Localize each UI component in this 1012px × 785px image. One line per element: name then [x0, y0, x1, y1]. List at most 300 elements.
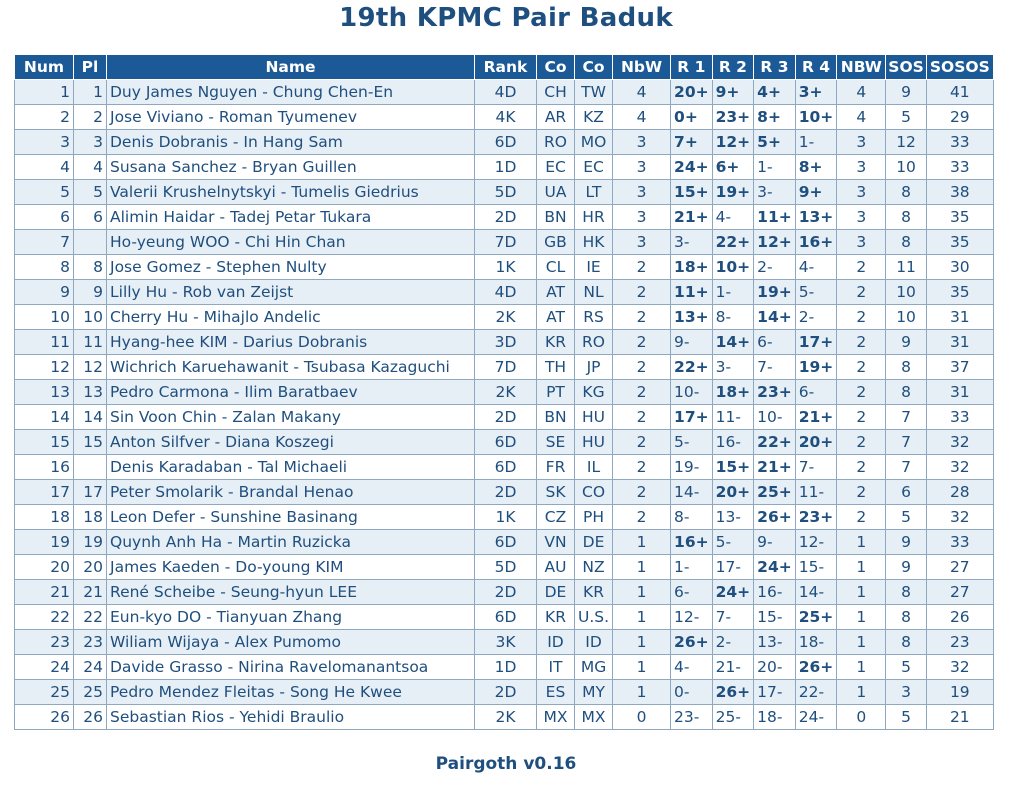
cell-name: Denis Dobranis - In Hang Sam [107, 130, 475, 155]
cell-round-2: 11- [712, 405, 754, 430]
footer-version: Pairgoth v0.16 [435, 754, 577, 774]
cell-round-1: 1- [671, 555, 713, 580]
cell-nbw: 2 [613, 255, 671, 280]
cell-round-3: 5+ [754, 130, 796, 155]
cell-round-2: 6+ [712, 155, 754, 180]
cell-sos: 8 [886, 230, 927, 255]
cell-nbw-final: 2 [837, 330, 886, 355]
cell-round-1: 11+ [671, 280, 713, 305]
cell-nbw: 1 [613, 530, 671, 555]
cell-country1: ES [537, 680, 575, 705]
cell-sosos: 32 [926, 505, 993, 530]
cell-rank: 1D [475, 655, 537, 680]
cell-round-2: 14+ [712, 330, 754, 355]
cell-sosos: 41 [926, 80, 993, 105]
cell-round-4: 8+ [795, 155, 837, 180]
cell-rank: 4D [475, 280, 537, 305]
cell-round-4: 16+ [795, 230, 837, 255]
cell-round-1: 12- [671, 605, 713, 630]
cell-round-1: 24+ [671, 155, 713, 180]
cell-nbw-final: 3 [837, 230, 886, 255]
cell-num: 5 [15, 180, 74, 205]
cell-sosos: 27 [926, 555, 993, 580]
col-header-r3: R 3 [754, 55, 796, 80]
cell-round-1: 6- [671, 580, 713, 605]
cell-round-3: 21+ [754, 455, 796, 480]
cell-country2: KZ [575, 105, 613, 130]
cell-round-2: 23+ [712, 105, 754, 130]
cell-nbw-final: 2 [837, 480, 886, 505]
col-header-sos: SOS [886, 55, 927, 80]
cell-num: 8 [15, 255, 74, 280]
cell-pl: 20 [74, 555, 107, 580]
cell-sos: 9 [886, 555, 927, 580]
cell-nbw-final: 2 [837, 455, 886, 480]
cell-round-3: 8+ [754, 105, 796, 130]
cell-sos: 7 [886, 430, 927, 455]
cell-sos: 8 [886, 180, 927, 205]
cell-round-1: 22+ [671, 355, 713, 380]
cell-num: 12 [15, 355, 74, 380]
cell-round-2: 15+ [712, 455, 754, 480]
cell-num: 24 [15, 655, 74, 680]
cell-sosos: 33 [926, 405, 993, 430]
cell-pl: 23 [74, 630, 107, 655]
cell-country2: PH [575, 505, 613, 530]
cell-round-4: 1- [795, 130, 837, 155]
cell-round-1: 13+ [671, 305, 713, 330]
cell-country2: U.S. [575, 605, 613, 630]
cell-rank: 6D [475, 605, 537, 630]
table-row [15, 430, 994, 455]
cell-round-3: 12+ [754, 230, 796, 255]
cell-round-3: 18- [754, 705, 796, 730]
cell-pl: 18 [74, 505, 107, 530]
cell-sos: 6 [886, 480, 927, 505]
cell-name: Sin Voon Chin - Zalan Makany [107, 405, 475, 430]
cell-name: Cherry Hu - Mihajlo Andelic [107, 305, 475, 330]
page-title: 19th KPMC Pair Baduk [339, 3, 673, 33]
cell-round-4: 6- [795, 380, 837, 405]
cell-round-1: 7+ [671, 130, 713, 155]
cell-sosos: 23 [926, 630, 993, 655]
cell-round-3: 14+ [754, 305, 796, 330]
col-header-rank: Rank [475, 55, 537, 80]
cell-round-4: 7- [795, 455, 837, 480]
cell-pl: 5 [74, 180, 107, 205]
cell-nbw: 1 [613, 605, 671, 630]
cell-nbw-final: 1 [837, 630, 886, 655]
table-row [15, 305, 994, 330]
cell-nbw: 1 [613, 680, 671, 705]
cell-name: Jose Viviano - Roman Tyumenev [107, 105, 475, 130]
cell-round-4: 12- [795, 530, 837, 555]
cell-round-1: 10- [671, 380, 713, 405]
cell-round-4: 14- [795, 580, 837, 605]
cell-country2: JP [575, 355, 613, 380]
cell-nbw-final: 2 [837, 505, 886, 530]
cell-country1: TH [537, 355, 575, 380]
cell-country1: IT [537, 655, 575, 680]
cell-pl: 11 [74, 330, 107, 355]
cell-sosos: 37 [926, 355, 993, 380]
cell-country2: EC [575, 155, 613, 180]
cell-nbw: 0 [613, 705, 671, 730]
cell-num: 25 [15, 680, 74, 705]
cell-country1: AU [537, 555, 575, 580]
table-row [15, 230, 994, 255]
cell-num: 20 [15, 555, 74, 580]
cell-round-3: 20- [754, 655, 796, 680]
cell-pl: 10 [74, 305, 107, 330]
cell-num: 14 [15, 405, 74, 430]
cell-country2: IL [575, 455, 613, 480]
cell-sosos: 33 [926, 155, 993, 180]
cell-sos: 11 [886, 255, 927, 280]
cell-country1: UA [537, 180, 575, 205]
cell-num: 19 [15, 530, 74, 555]
cell-nbw-final: 2 [837, 380, 886, 405]
cell-rank: 6D [475, 530, 537, 555]
cell-country2: MY [575, 680, 613, 705]
table-row [15, 380, 994, 405]
table-row [15, 680, 994, 705]
table-row [15, 155, 994, 180]
cell-country1: AT [537, 280, 575, 305]
cell-round-4: 2- [795, 305, 837, 330]
cell-name: Valerii Krushelnytskyi - Tumelis Giedrius [107, 180, 475, 205]
col-header-nbw-final: NBW [837, 55, 886, 80]
cell-nbw: 1 [613, 555, 671, 580]
cell-round-3: 17- [754, 680, 796, 705]
cell-pl: 21 [74, 580, 107, 605]
cell-name: Ho-yeung WOO - Chi Hin Chan [107, 230, 475, 255]
cell-rank: 7D [475, 355, 537, 380]
cell-sos: 8 [886, 580, 927, 605]
cell-round-3: 25+ [754, 480, 796, 505]
cell-sos: 10 [886, 305, 927, 330]
cell-sosos: 28 [926, 480, 993, 505]
cell-round-3: 2- [754, 255, 796, 280]
cell-round-4: 17+ [795, 330, 837, 355]
cell-name: Leon Defer - Sunshine Basinang [107, 505, 475, 530]
cell-num: 1 [15, 80, 74, 105]
cell-country2: HU [575, 405, 613, 430]
cell-round-2: 13- [712, 505, 754, 530]
cell-nbw: 2 [613, 455, 671, 480]
cell-country2: DE [575, 530, 613, 555]
cell-round-4: 26+ [795, 655, 837, 680]
cell-nbw: 4 [613, 80, 671, 105]
cell-sosos: 26 [926, 605, 993, 630]
cell-nbw: 1 [613, 655, 671, 680]
cell-sos: 8 [886, 380, 927, 405]
table-row [15, 405, 994, 430]
cell-country1: PT [537, 380, 575, 405]
cell-rank: 4D [475, 80, 537, 105]
cell-rank: 2K [475, 380, 537, 405]
cell-sos: 10 [886, 155, 927, 180]
cell-round-2: 26+ [712, 680, 754, 705]
cell-num: 26 [15, 705, 74, 730]
cell-name: Denis Karadaban - Tal Michaeli [107, 455, 475, 480]
cell-round-1: 17+ [671, 405, 713, 430]
cell-num: 18 [15, 505, 74, 530]
cell-nbw-final: 3 [837, 155, 886, 180]
cell-country1: SE [537, 430, 575, 455]
cell-sosos: 33 [926, 530, 993, 555]
cell-nbw-final: 1 [837, 655, 886, 680]
cell-sos: 5 [886, 505, 927, 530]
cell-pl: 17 [74, 480, 107, 505]
table-row [15, 355, 994, 380]
cell-country1: VN [537, 530, 575, 555]
cell-round-3: 11+ [754, 205, 796, 230]
table-row [15, 605, 994, 630]
cell-nbw-final: 3 [837, 205, 886, 230]
cell-round-1: 3- [671, 230, 713, 255]
cell-country2: KG [575, 380, 613, 405]
cell-sosos: 38 [926, 180, 993, 205]
cell-rank: 2D [475, 680, 537, 705]
cell-pl [74, 455, 107, 480]
cell-nbw: 2 [613, 330, 671, 355]
cell-round-2: 7- [712, 605, 754, 630]
cell-round-1: 4- [671, 655, 713, 680]
cell-country2: KR [575, 580, 613, 605]
col-header-name: Name [107, 55, 475, 80]
cell-country2: HU [575, 430, 613, 455]
cell-nbw-final: 1 [837, 580, 886, 605]
cell-round-1: 15+ [671, 180, 713, 205]
cell-country1: CH [537, 80, 575, 105]
cell-pl: 9 [74, 280, 107, 305]
cell-num: 16 [15, 455, 74, 480]
cell-sos: 3 [886, 680, 927, 705]
cell-country2: ID [575, 630, 613, 655]
cell-rank: 2D [475, 580, 537, 605]
cell-rank: 5D [475, 555, 537, 580]
cell-name: Hyang-hee KIM - Darius Dobranis [107, 330, 475, 355]
cell-country1: CL [537, 255, 575, 280]
cell-country2: MG [575, 655, 613, 680]
cell-sosos: 35 [926, 205, 993, 230]
cell-round-2: 18+ [712, 380, 754, 405]
cell-nbw-final: 4 [837, 80, 886, 105]
standings-table [14, 54, 994, 730]
cell-name: Wichrich Karuehawanit - Tsubasa Kazaguchi [107, 355, 475, 380]
cell-name: Duy James Nguyen - Chung Chen-En [107, 80, 475, 105]
cell-sosos: 35 [926, 230, 993, 255]
cell-sosos: 35 [926, 280, 993, 305]
table-row [15, 180, 994, 205]
cell-country2: NZ [575, 555, 613, 580]
cell-sos: 12 [886, 130, 927, 155]
cell-round-3: 16- [754, 580, 796, 605]
cell-num: 22 [15, 605, 74, 630]
cell-rank: 2D [475, 405, 537, 430]
cell-rank: 6D [475, 130, 537, 155]
cell-country2: MX [575, 705, 613, 730]
table-row [15, 705, 994, 730]
cell-round-4: 5- [795, 280, 837, 305]
cell-name: Jose Gomez - Stephen Nulty [107, 255, 475, 280]
col-header-country1: Co [537, 55, 575, 80]
standings-body [15, 80, 994, 730]
cell-country2: NL [575, 280, 613, 305]
cell-nbw: 2 [613, 405, 671, 430]
cell-sosos: 31 [926, 330, 993, 355]
cell-country1: BN [537, 405, 575, 430]
cell-sosos: 31 [926, 380, 993, 405]
cell-nbw: 3 [613, 205, 671, 230]
cell-sos: 10 [886, 280, 927, 305]
cell-name: René Scheibe - Seung-hyun LEE [107, 580, 475, 605]
cell-round-2: 8- [712, 305, 754, 330]
cell-nbw: 3 [613, 155, 671, 180]
cell-nbw: 3 [613, 230, 671, 255]
cell-country1: MX [537, 705, 575, 730]
cell-pl: 8 [74, 255, 107, 280]
cell-nbw-final: 2 [837, 305, 886, 330]
cell-country2: LT [575, 180, 613, 205]
cell-round-2: 1- [712, 280, 754, 305]
cell-round-3: 3- [754, 180, 796, 205]
cell-nbw-final: 3 [837, 130, 886, 155]
cell-round-1: 14- [671, 480, 713, 505]
cell-round-4: 10+ [795, 105, 837, 130]
cell-round-4: 18- [795, 630, 837, 655]
cell-round-3: 6- [754, 330, 796, 355]
cell-sos: 8 [886, 630, 927, 655]
cell-nbw: 2 [613, 480, 671, 505]
cell-rank: 2K [475, 705, 537, 730]
cell-nbw: 4 [613, 105, 671, 130]
cell-pl: 2 [74, 105, 107, 130]
cell-sosos: 27 [926, 580, 993, 605]
cell-sosos: 33 [926, 130, 993, 155]
cell-pl: 14 [74, 405, 107, 430]
cell-sosos: 32 [926, 455, 993, 480]
cell-name: Lilly Hu - Rob van Zeijst [107, 280, 475, 305]
cell-nbw: 3 [613, 130, 671, 155]
cell-nbw: 1 [613, 580, 671, 605]
cell-country1: FR [537, 455, 575, 480]
cell-num: 15 [15, 430, 74, 455]
cell-country1: GB [537, 230, 575, 255]
table-row [15, 280, 994, 305]
cell-round-3: 23+ [754, 380, 796, 405]
cell-num: 10 [15, 305, 74, 330]
cell-country2: IE [575, 255, 613, 280]
cell-pl: 13 [74, 380, 107, 405]
table-row [15, 555, 994, 580]
cell-pl: 1 [74, 80, 107, 105]
cell-num: 11 [15, 330, 74, 355]
cell-round-4: 11- [795, 480, 837, 505]
cell-round-1: 9- [671, 330, 713, 355]
cell-country1: DE [537, 580, 575, 605]
cell-round-4: 13+ [795, 205, 837, 230]
cell-sos: 8 [886, 205, 927, 230]
cell-num: 7 [15, 230, 74, 255]
cell-country2: TW [575, 80, 613, 105]
cell-sos: 5 [886, 655, 927, 680]
cell-num: 23 [15, 630, 74, 655]
cell-round-1: 23- [671, 705, 713, 730]
cell-name: Pedro Carmona - Ilim Baratbaev [107, 380, 475, 405]
cell-sos: 9 [886, 330, 927, 355]
cell-round-2: 10+ [712, 255, 754, 280]
cell-round-3: 1- [754, 155, 796, 180]
cell-rank: 2D [475, 480, 537, 505]
cell-name: Anton Silfver - Diana Koszegi [107, 430, 475, 455]
cell-rank: 5D [475, 180, 537, 205]
cell-nbw: 3 [613, 180, 671, 205]
table-row [15, 580, 994, 605]
cell-pl: 19 [74, 530, 107, 555]
cell-country1: RO [537, 130, 575, 155]
cell-num: 17 [15, 480, 74, 505]
cell-round-3: 13- [754, 630, 796, 655]
cell-rank: 1K [475, 505, 537, 530]
cell-sosos: 21 [926, 705, 993, 730]
cell-num: 2 [15, 105, 74, 130]
cell-rank: 4K [475, 105, 537, 130]
cell-country1: KR [537, 330, 575, 355]
cell-rank: 3K [475, 630, 537, 655]
cell-nbw: 2 [613, 430, 671, 455]
cell-round-2: 24+ [712, 580, 754, 605]
cell-name: Pedro Mendez Fleitas - Song He Kwee [107, 680, 475, 705]
cell-rank: 7D [475, 230, 537, 255]
cell-sos: 5 [886, 105, 927, 130]
cell-round-2: 12+ [712, 130, 754, 155]
cell-sos: 9 [886, 80, 927, 105]
col-header-r2: R 2 [712, 55, 754, 80]
cell-round-4: 20+ [795, 430, 837, 455]
cell-country1: ID [537, 630, 575, 655]
cell-nbw: 2 [613, 305, 671, 330]
cell-round-3: 22+ [754, 430, 796, 455]
cell-round-4: 4- [795, 255, 837, 280]
col-header-num: Num [15, 55, 74, 80]
cell-round-2: 21- [712, 655, 754, 680]
cell-round-4: 15- [795, 555, 837, 580]
cell-nbw-final: 2 [837, 405, 886, 430]
cell-name: Wiliam Wijaya - Alex Pumomo [107, 630, 475, 655]
cell-round-4: 21+ [795, 405, 837, 430]
cell-pl: 24 [74, 655, 107, 680]
cell-round-1: 5- [671, 430, 713, 455]
cell-round-1: 0- [671, 680, 713, 705]
cell-round-2: 20+ [712, 480, 754, 505]
cell-round-1: 0+ [671, 105, 713, 130]
cell-name: Susana Sanchez - Bryan Guillen [107, 155, 475, 180]
cell-round-2: 4- [712, 205, 754, 230]
cell-nbw: 1 [613, 630, 671, 655]
table-row [15, 255, 994, 280]
table-row [15, 480, 994, 505]
cell-rank: 6D [475, 455, 537, 480]
cell-round-3: 9- [754, 530, 796, 555]
table-row [15, 130, 994, 155]
cell-pl: 4 [74, 155, 107, 180]
table-row [15, 505, 994, 530]
cell-nbw-final: 2 [837, 430, 886, 455]
cell-round-1: 16+ [671, 530, 713, 555]
cell-nbw: 2 [613, 280, 671, 305]
